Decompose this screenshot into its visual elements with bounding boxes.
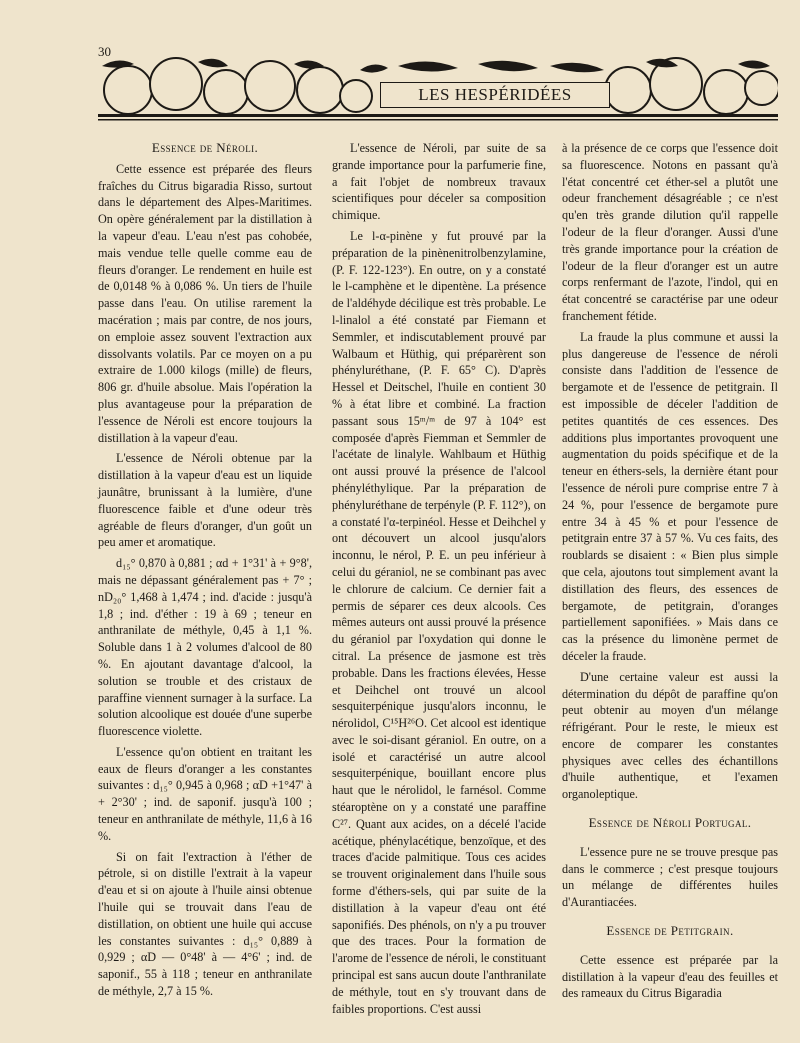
paragraph: L'essence pure ne se trouve presque pas dans le commerce ; c'est presque toujours un mélange de différentes huiles d'Aurantiacées. bbox=[562, 844, 778, 910]
paragraph: Si on fait l'extraction à l'éther de pétrole, si on distille l'extrait à la vapeur d'eau et si on ajoute à l'huile ainsi obtenue l'huile qui se trouvait dans l'eau de distillation, on obtient une huile qui accuse les constantes suivantes : d₁₅° 0,889 à 0,929 ; αD — 0°48' à — 4°6' ; ind. de saponif., 55 à 118 ; teneur en anthranilate de méthyle, 2,7 à 15 %. bbox=[98, 849, 312, 999]
section-heading-petitgrain: Essence de Petitgrain. bbox=[606, 923, 734, 939]
paragraph: L'essence de Néroli obtenue par la distillation à la vapeur d'eau est un liquide jaunâtre, brunissant à la lumière, d'une fluorescence faible et d'une odeur très agréable de fleurs d'oranger, d'un goût un peu amer et aromatique. bbox=[98, 451, 312, 550]
paragraph: Cette essence est préparée par la distillation à la vapeur d'eau des feuilles et des rameaux du Citrus Bigaradia bbox=[562, 952, 778, 1001]
paragraph: L'essence de Néroli, par suite de sa grande importance pour la parfumerie fine, a fait l'objet de nombreux travaux scientifiques pour déceler sa composition chimique. bbox=[332, 141, 546, 223]
paragraph: d₁₅° 0,870 à 0,881 ; αd + 1°31' à + 9°8', mais ne dépassant généralement pas + 7° ; nD₂₀° 1,468 à 1,474 ; ind. d'acide : jusqu'à 1,8 ; ind. d'éther : 19 à 69 ; teneur en anthranilate de méthyle, 0,45 à 1,1 %. Soluble dans 1 à 2 volumes d'alcool de 80 %. En ajoutant davantage d'alcool, la solution se trouble et des cristaux de paraffine viennent surnager à la surface. La solution alcoolique est douée d'une superbe fluorescence violette. bbox=[98, 556, 312, 739]
chapter-title: LES HESPÉRIDÉES bbox=[380, 82, 610, 108]
text-column-1 bbox=[98, 140, 312, 1004]
text-column-2 bbox=[332, 140, 546, 1021]
section-heading-neroli: Essence de Néroli. bbox=[151, 140, 259, 155]
text-column-3 bbox=[562, 140, 778, 1006]
paragraph: Cette essence est préparée des fleurs fraîches du Citrus bigaradia Risso, surtout dans le département des Alpes-Maritimes. On opère généralement par la distillation à la vapeur d'eau. L'eau n'est pas cohobée, mais vendue telle quelle comme eau de fleurs d'oranger. Le rendement en huile est de 0,0148 % à 0,086 %. Un tiers de l'huile passe dans l'eau. On utilise rarement la macération ; mais par contre, de nos jours, on emploie assez souvent l'extraction aux dissolvants volatils. Par ce moyen on a pu extraire de 1.000 kilogs (mille) de fleurs, 806 gr. d'huile absolue. Mais l'opération la plus avantageuse pour la préparation de l'essence de Néroli est encore toujours la distillation à la vapeur d'eau. bbox=[98, 161, 312, 445]
paragraph: L'essence qu'on obtient en traitant les eaux de fleurs d'oranger a les constantes suivantes : d₁₅° 0,945 à 0,968 ; αD +1°47' à + 2°30' ; ind. de saponif. jusqu'à 100 ; teneur en anthranilate de méthyle, 11,6 à 16 %. bbox=[98, 744, 312, 843]
paragraph: Le l-α-pinène y fut prouvé par la préparation de la pinènenitrolbenzylamine, (P. F. 122-123°). En outre, on y a constaté le l-camphène et le dipentène. La présence de l'aldéhyde décilique est très probable. Le l-linalol a été constaté par Fiemann et Semmler, et indiscutablement prouvé par Walbaum et Hüthig, qui préparèrent son phényluréthane, (P. F. 65° C). D'après Hessel et Deitschel, l'huile en contient 30 % à état libre et combiné. La fraction passant sous 15ᵐ/ᵐ de 97 à 104° est composée d'après Fiemman et Semmler de l'acétate de linalyle. Wahlbaum et Hüthig ont aussi prouvé la présence de l'alcool phényléthylique. Par la préparation de phényluréthane de terpényle (P. F. 112°), on a constaté l'α-terpinéol. Hesse et Deihchel y ont découvert un alcool jusqu'alors inconnu, le nérol, P. E. un peu inférieur à celui du géraniol, ne se combinant pas avec le chlorure de calcium. Ce dernier fait a permis de séparer ces deux alcools. Ces mêmes auteurs ont aussi prouvé la présence du géraniol par l'oxydation qui donne le citral. La présence de jasmone est très probable. Dans les fractions élevées, Hesse et Deihchel ont trouvé un alcool sesquiterpénique jusqu'alors inconnu, le nérolidol, C¹⁵H²⁶O. Cet alcool est identique avec le soi-disant géraniol. En outre, on a isolé et caractérisé un autre alcool sesquiterpénique, bouillant encore plus haut que le nérolidol, le farnésol. Comme stéaroptène on y a constaté une paraffine C²⁷. Quant aux acides, on a décelé l'acide acétique, phénylacétique, benzoïque, et des traces d'acide palmitique. Tous ces acides se trouvent originalement dans l'huile sous forme d'éthers-sels, qui par suite de la distillation à la vapeur d'eau ont été saponifiés. Des phénols, on n'y a pu trouver que des traces. Pour la formation de l'arome de l'essence de néroli, le constituant principal est sans aucun doute l'anthranilate de méthyle, tout en s'y trouvant dans de faibles proportions. C'est aussi bbox=[332, 228, 546, 1016]
paragraph: D'une certaine valeur est aussi la détermination du dépôt de paraffine qu'on peut obtenir au moyen d'un mélange réfrigérant. Pour le reste, le mieux est encore de comparer les constantes physiques avec celles des échantillons d'huile authentique, et l'examen organoleptique. bbox=[562, 669, 778, 802]
paragraph: à la présence de ce corps que l'essence doit sa fluorescence. Notons en passant qu'à l'état concentré cet éther-sel a plutôt une odeur franchement désagréable ; ce n'est qu'en très grande dilution qu'il rappelle l'odeur de la fleur d'oranger. Aussi d'une très grande importance pour la création de l'odeur de la fleur d'oranger est un autre corps renfermant de l'azote, l'indol, qui en état concentré se caractérise par une odeur franchement fétide. bbox=[562, 141, 778, 323]
page-number: 30 bbox=[98, 44, 111, 59]
decorative-header bbox=[98, 56, 778, 122]
paragraph: La fraude la plus commune et aussi la plus dangereuse de l'essence de néroli consiste dans l'addition de l'essence de bergamote et de l'essence de petitgrain. Il est impossible de déceler l'addition de petites quantités de ces essences. Des additions plus importantes provoquent une augmentation du poids spécifique et de la teneur en éthers-sels, la dernière étant pour l'essence de néroli pure comprise entre 7 à 24 %, pour l'essence de bergamote pure entre 34 à 45 % et pour l'essence de petitgrain entre 37 à 57 %. Vu ces faits, des roublards se disaient : « Bien plus simple que cela, ajoutons tout simplement avant la distillation des fleurs, des essences de bergamote, de petitgrain, d'oranges partiellement saponifiées. » Mais dans ce cas la présence du limonène permet de déceler la fraude. bbox=[562, 329, 778, 663]
section-heading-neroli-portugal: Essence de Néroli Portugal. bbox=[588, 815, 752, 831]
